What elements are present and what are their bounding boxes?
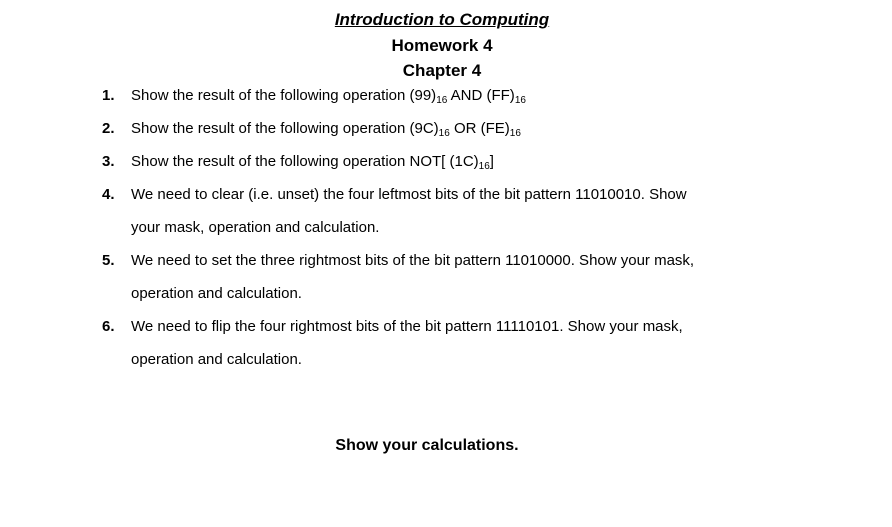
question-text-part: ] — [489, 153, 494, 170]
question-number: 2. — [102, 120, 115, 137]
question-text-continued: operation and calculation. — [131, 285, 302, 302]
base-subscript: 16 — [514, 95, 526, 106]
base-subscript: 16 — [509, 128, 521, 139]
question-number: 5. — [102, 252, 115, 269]
question-text-continued: operation and calculation. — [131, 351, 302, 368]
question-text-part: Show the result of the following operation NOT[ (1C) — [131, 153, 479, 170]
question-text — [131, 86, 526, 108]
homework-title: Homework 4 — [391, 36, 493, 55]
question-text-part: Show the result of the following operation (9C) — [131, 120, 439, 137]
instructions-note: Show your calculations. — [335, 437, 519, 454]
base-subscript: 16 — [438, 128, 450, 139]
question-text: We need to flip the four rightmost bits of the bit pattern 11110101. Show your mask, — [131, 318, 683, 335]
question-text-part: OR (FE) — [449, 120, 510, 137]
base-subscript: 16 — [478, 161, 490, 172]
base-subscript: 16 — [436, 95, 448, 106]
chapter-title: Chapter 4 — [402, 61, 482, 80]
question-text-continued: your mask, operation and calculation. — [131, 219, 380, 236]
question-text: We need to set the three rightmost bits of the bit pattern 11010000. Show your mask, — [131, 252, 695, 269]
question-text-part: AND (FF) — [447, 87, 515, 104]
question-text: We need to clear (i.e. unset) the four leftmost bits of the bit pattern 11010010. Show — [131, 186, 687, 203]
question-number: 6. — [102, 318, 115, 335]
course-title: Introduction to Computing — [334, 10, 550, 29]
question-text — [131, 119, 521, 141]
question-number: 1. — [102, 87, 115, 104]
question-number: 4. — [102, 186, 115, 203]
question-text — [131, 152, 494, 174]
question-number: 3. — [102, 153, 115, 170]
question-text-part: Show the result of the following operation (99) — [131, 87, 437, 104]
